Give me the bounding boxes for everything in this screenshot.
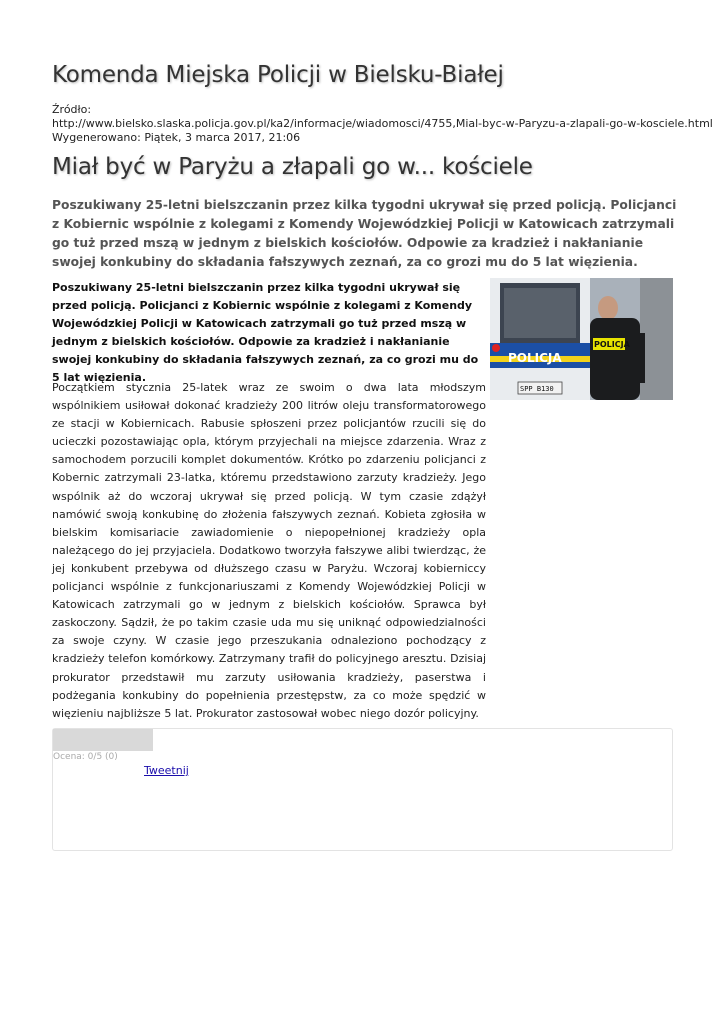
document-meta <box>52 103 713 145</box>
generated-date: Wygenerowano: Piątek, 3 marca 2017, 21:06 <box>52 131 301 144</box>
rating-label: Ocena: 0/5 (0) <box>53 752 118 762</box>
article-body: Początkiem stycznia 25-latek wraz ze swoim o dwa lata młodszym wspólnikiem usiłował dokonać kradzieży 200 litrów oleju transformatorowego ze stacji w Kobiernicach. Rabusie spłoszeni przez policjantów rzucili się do ucieczki pozostawiając opla, którym przyjechali na miejsce zdarzenia. Wraz z samochodem porzucili komplet dokumentów. Krótko po zdarzeniu policjanci z Kobernic zatrzymali 23-latka, któremu przedstawiono zarzuty kradzieży. Jego wspólnik aż do wczoraj ukrywał się przed policją. W tym czasie zdążył namówić swoją konkubinę do złożenia fałszywych zeznań. Kobieta zgłosiła w bielskim komisariacie zawiadomienie o niepopełnionej kradzieży opla należącego do jej przyjaciela. Dodatkowo tworzyła fałszywe alibi twierdząc, że jej konkubent przebywa od dłuższego czasu w Paryżu. Wczoraj kobierniccy policjanci wspólnie z funkcjonariuszami z Komendy Wojewódzkiej Policji w Katowicach zatrzymali go w jednym z bielskich kościołów. Sprawca był zaskoczony. Sądził, że po takim czasie uda mu się uniknąć odpowiedzialności za swoje czyny. W czasie jego przeszukania odnaleziono pochodzący z kradzieży telefon komórkowy. Zatrzymany trafił do policyjnego aresztu. Dzisiaj prokurator przedstawił mu zarzuty usiłowania kradzieży, paserstwa i podżegania konkubiny do popełnienia przestępstw, za co może spędzić w więzieniu najbliższe 5 lat. Prokurator zastosował wobec niego dozór policyjny. <box>52 381 486 720</box>
article-title: Miał być w Paryżu a złapali go w... kościele <box>52 154 533 180</box>
rating-stars[interactable] <box>53 729 153 751</box>
article-photo <box>490 278 673 400</box>
source-label: Źródło: <box>52 103 92 116</box>
article-lead: Poszukiwany 25-letni bielszczanin przez kilka tygodni ukrywał się przed policją. Policjanci z Kobiernic wspólnie z kolegami z Komendy Wojewódzkiej Policji w Katowicach zatrzymali go tuż przed mszą w jednym z bielskich kościołów. Odpowie za kradzież i nakłanianie swojej konkubiny do składania fałszywych zeznań, za co grozi mu do 5 lat więzienia. <box>52 198 677 269</box>
tweet-link[interactable]: Tweetnij <box>144 764 189 777</box>
vest-label: POLICJA <box>594 340 630 349</box>
rating-panel <box>52 728 673 851</box>
plate-label: SPP B130 <box>520 385 554 393</box>
article-lead-repeat: Poszukiwany 25-letni bielszczanin przez kilka tygodni ukrywał się przed policją. Policjanci z Kobiernic wspólnie z kolegami z Komendy Wojewódzkiej Policji w Katowicach zatrzymali go tuż przed mszą w jednym z bielskich kościołów. Odpowie za kradzież i nakłanianie swojej konkubiny do składania fałszywych zeznań, za co grozi mu do 5 lat więzienia. <box>52 281 479 384</box>
site-title: Komenda Miejska Policji w Bielsku-Białej <box>52 62 504 88</box>
source-url: http://www.bielsko.slaska.policja.gov.pl/ka2/informacje/wiadomosci/4755,Mial-byc-w-Paryzu-a-zlapali-go-w-kosciele.html <box>52 117 713 130</box>
van-label: POLICJA <box>508 351 562 365</box>
